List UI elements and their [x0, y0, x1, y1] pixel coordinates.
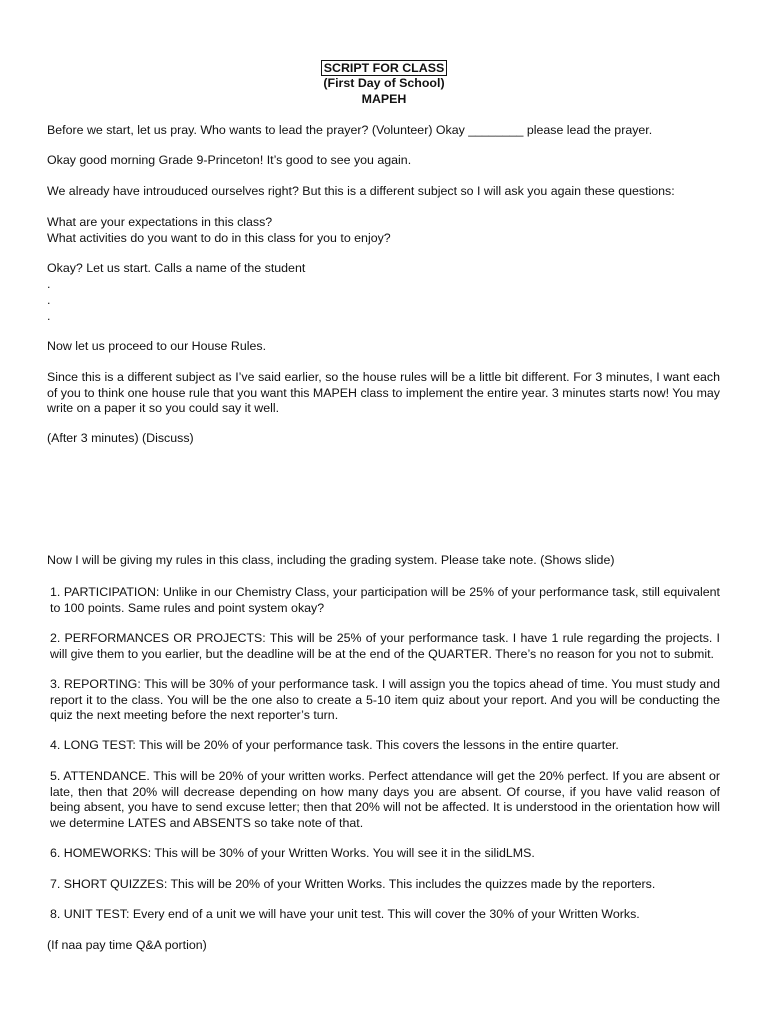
house-rules-instructions: Since this is a different subject as I’ve said earlier, so the house rules will be a little bit different. For 3 minutes, I want each of you to think one house rule that you want this MAPEH class to implement the entire year. 3 minutes starts now! You may write on a paper it so you could say it well. — [47, 370, 720, 415]
question-activities: What activities do you want to do in this class for you to enjoy? — [47, 231, 391, 245]
grading-intro: Now I will be giving my rules in this class, including the grading system. Please take note. (Shows slide) — [47, 553, 615, 567]
rule-attendance: 5. ATTENDANCE. This will be 20% of your written works. Perfect attendance will get the 20% perfect. If you are absent or late, then that 20% will decrease depending on how many days you are absent. Of course, if you have valid reason of being absent, you have to send excuse letter; then that 20% will not be affected. It is understood in the orientation how will we determine LATES and ABSENTS so take note of that. — [50, 769, 720, 830]
discussion-note: (After 3 minutes) (Discuss) — [47, 431, 194, 445]
rule-reporting: 3. REPORTING: This will be 30% of your performance task. I will assign you the topics ahead of time. You must study and report it to the class. You will be the one also to create a 5-10 item quiz about your report. And you will be conducting the quiz the next meeting before the next reporter’s turn. — [50, 677, 720, 722]
start-paragraph: Okay? Let us start. Calls a name of the student — [47, 261, 306, 275]
house-rules-paragraph: Now let us proceed to our House Rules. — [47, 339, 267, 353]
rule-long-test: 4. LONG TEST: This will be 20% of your performance task. This covers the lessons in the entire quarter. — [50, 738, 619, 752]
rule-performances-projects: 2. PERFORMANCES OR PROJECTS: This will be 25% of your performance task. I have 1 rule regarding the projects. I will give them to you earlier, but the deadline will be at the end of the QUARTER. There’s no reason for you not to submit. — [50, 631, 720, 661]
title-text: SCRIPT FOR CLASS — [321, 60, 447, 76]
document-title — [0, 60, 768, 77]
ellipsis-dot: . — [47, 293, 51, 307]
rule-participation: 1. PARTICIPATION: Unlike in our Chemistry Class, your participation will be 25% of your performance task, still equivalent to 100 points. Same rules and point system okay? — [50, 585, 720, 615]
rule-homeworks: 6. HOMEWORKS: This will be 30% of your Written Works. You will see it in the silidLMS. — [50, 846, 535, 860]
greeting-paragraph: Okay good morning Grade 9-Princeton! It’s good to see you again. — [47, 153, 412, 167]
ellipsis-dot: . — [47, 309, 51, 323]
question-expectations: What are your expectations in this class? — [47, 215, 273, 229]
rule-short-quizzes: 7. SHORT QUIZZES: This will be 20% of your Written Works. This includes the quizzes made by the reporters. — [50, 877, 656, 891]
document-subtitle: (First Day of School) — [323, 76, 445, 90]
closing-note: (If naa pay time Q&A portion) — [47, 938, 207, 952]
ellipsis-dot: . — [47, 277, 51, 291]
subject-name: MAPEH — [361, 92, 407, 106]
intro-paragraph: We already have introuduced ourselves right? But this is a different subject so I will ask you again these questions: — [47, 184, 675, 198]
prayer-paragraph: Before we start, let us pray. Who wants to lead the prayer? (Volunteer) Okay ________ please lead the prayer. — [47, 123, 653, 137]
rule-unit-test: 8. UNIT TEST: Every end of a unit we will have your unit test. This will cover the 30% of your Written Works. — [50, 907, 640, 921]
